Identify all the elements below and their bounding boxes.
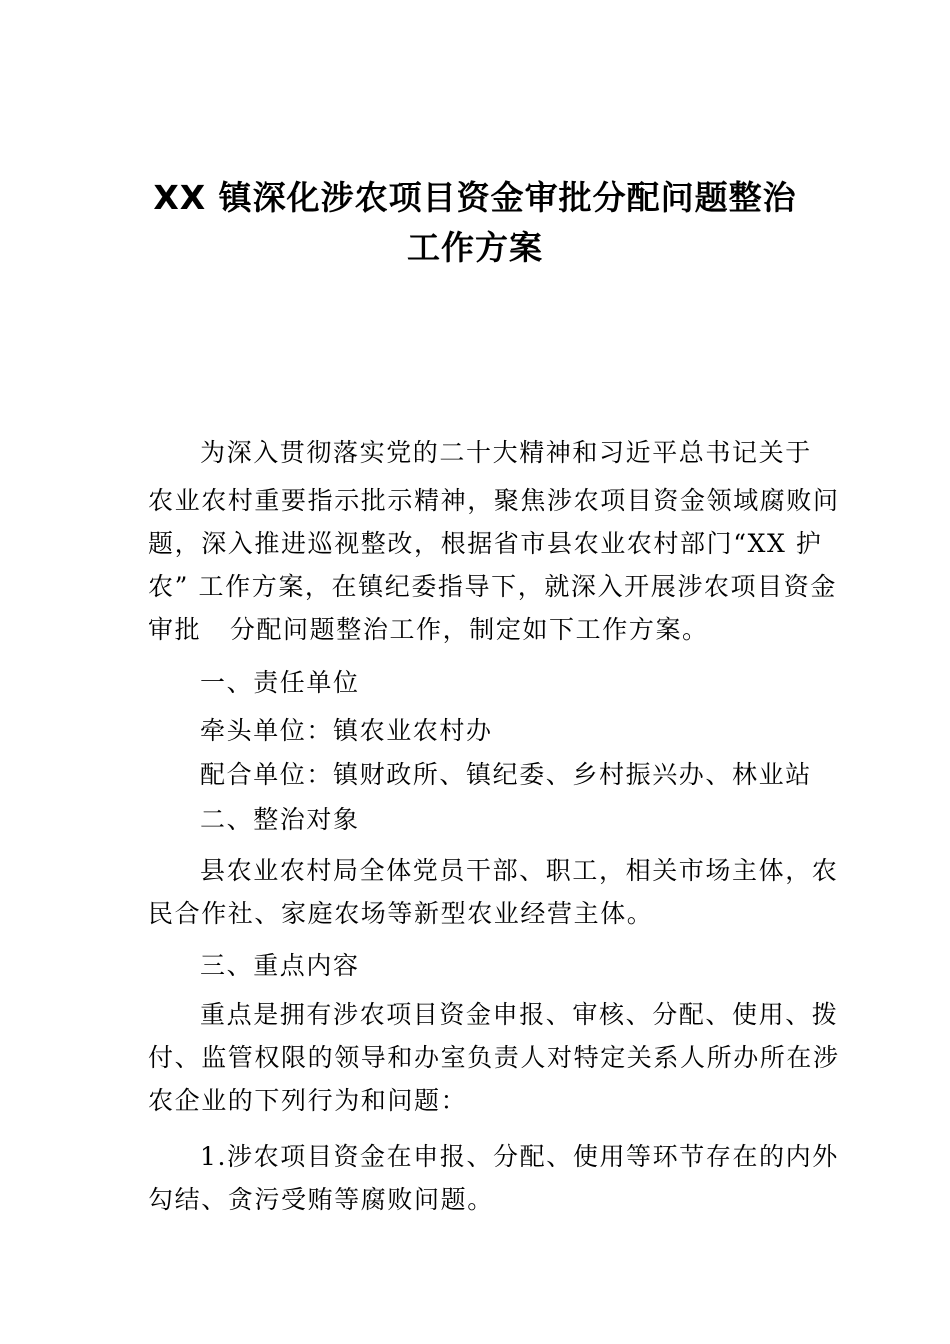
target-line-2: 民合作社、家庭农场等新型农业经营主体。 xyxy=(148,899,654,928)
intro-line-4: 农” 工作方案，在镇纪委指导下，就深入开展涉农项目资金 xyxy=(148,572,837,601)
document-title-line-2: 工作方案 xyxy=(407,228,543,267)
intro-line-5: 审批 分配问题整治工作，制定如下工作方案。 xyxy=(148,615,709,644)
focus-line-3: 农企业的下列行为和问题： xyxy=(148,1086,468,1115)
target-line-1: 县农业农村局全体党员干部、职工，相关市场主体，农 xyxy=(200,856,839,885)
section-1-heading: 一、责任单位 xyxy=(200,668,360,697)
section-3-heading: 三、重点内容 xyxy=(200,951,360,980)
intro-line-1: 为深入贯彻落实党的二十大精神和习近平总书记关于 xyxy=(200,438,812,467)
focus-line-1: 重点是拥有涉农项目资金申报、审核、分配、使用、拨 xyxy=(200,1000,839,1029)
focus-line-2: 付、监管权限的领导和办室负责人对特定关系人所办所在涉 xyxy=(148,1043,840,1072)
section-2-heading: 二、整治对象 xyxy=(200,805,360,834)
lead-unit: 牵头单位：镇农业农村办 xyxy=(200,716,493,745)
item-1-line-1: 1.涉农项目资金在申报、分配、使用等环节存在的内外 xyxy=(200,1142,839,1171)
assist-units: 配合单位：镇财政所、镇纪委、乡村振兴办、林业站 xyxy=(200,760,812,789)
intro-line-2: 农业农村重要指示批示精神，聚焦涉农项目资金领域腐败问 xyxy=(148,486,840,515)
intro-line-3: 题，深入推进巡视整改，根据省市县农业农村部门“XX 护 xyxy=(148,529,823,558)
item-1-line-2: 勾结、贪污受贿等腐败问题。 xyxy=(148,1185,494,1214)
document-title-line-1: XX 镇深化涉农项目资金审批分配问题整治 xyxy=(153,178,797,217)
